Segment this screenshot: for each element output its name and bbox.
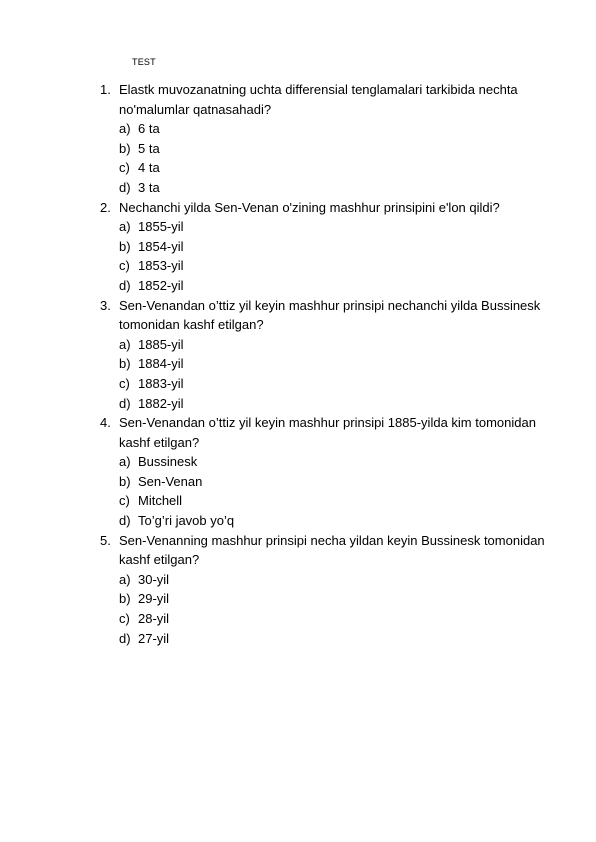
- option-text: 1853-yil: [138, 258, 184, 274]
- question-list: [100, 80, 560, 648]
- option-letter: c): [119, 611, 130, 627]
- option-letter: a): [119, 571, 131, 587]
- option-letter: c): [119, 160, 130, 176]
- option-text: 4 ta: [138, 160, 160, 176]
- option-text: 1855-yil: [138, 219, 184, 235]
- option-letter: d): [119, 277, 131, 293]
- option-text: To’g’ri javob yo’q: [138, 513, 235, 529]
- question-5: [100, 531, 560, 570]
- option-text: 1883-yil: [138, 375, 184, 391]
- answer-option: [100, 178, 560, 198]
- question-4: [100, 413, 560, 452]
- answer-option: [100, 589, 560, 609]
- option-text: 29-yil: [138, 591, 170, 607]
- question-text: Sen-Venandan o’ttiz yil keyin mashhur prinsipi nechanchi yilda Bussinesk tomonidan kashf etilgan?: [119, 297, 541, 333]
- option-letter: d): [119, 630, 131, 646]
- option-letter: a): [119, 121, 131, 137]
- answer-option: [100, 394, 560, 414]
- answer-option: [100, 158, 560, 178]
- question-3: [100, 296, 560, 335]
- option-text: Bussinesk: [138, 454, 198, 470]
- option-text: 5 ta: [138, 140, 160, 156]
- question-number: 5.: [100, 532, 111, 548]
- answer-option: [100, 256, 560, 276]
- answer-option: [100, 217, 560, 237]
- answer-option: [100, 237, 560, 257]
- option-letter: a): [119, 454, 131, 470]
- option-text: 1885-yil: [138, 336, 184, 352]
- option-text: Mitchell: [138, 493, 183, 509]
- option-text: 1884-yil: [138, 356, 184, 372]
- answer-option: [100, 491, 560, 511]
- option-letter: c): [119, 493, 130, 509]
- option-text: 28-yil: [138, 611, 170, 627]
- question-text: Elastk muvozanatning uchta differensial tenglamalari tarkibida nechta no'malumlar qatnasahadi?: [119, 82, 518, 117]
- question-number: 2.: [100, 199, 111, 215]
- question-number: 4.: [100, 415, 111, 431]
- question-text: Sen-Venanning mashhur prinsipi necha yildan keyin Bussinesk tomonidan kashf etilgan?: [119, 532, 545, 568]
- option-letter: b): [119, 473, 131, 489]
- option-text: 1882-yil: [138, 395, 184, 411]
- option-letter: d): [119, 395, 131, 411]
- answer-option: [100, 452, 560, 472]
- option-letter: a): [119, 336, 131, 352]
- option-letter: b): [119, 356, 131, 372]
- question-number: 3.: [100, 297, 111, 313]
- option-text: 3 ta: [138, 179, 160, 195]
- option-text: 1854-yil: [138, 238, 184, 254]
- option-letter: b): [119, 591, 131, 607]
- answer-option: [100, 511, 560, 531]
- answer-option: [100, 335, 560, 355]
- option-letter: c): [119, 258, 130, 274]
- option-letter: c): [119, 375, 130, 391]
- answer-option: [100, 276, 560, 296]
- option-text: 6 ta: [138, 121, 160, 137]
- answer-option: [100, 139, 560, 159]
- answer-option: [100, 374, 560, 394]
- question-text: Nechanchi yilda Sen-Venan o'zining mashhur prinsipini e'lon qildi?: [119, 199, 500, 215]
- answer-option: [100, 609, 560, 629]
- page-header: TEST: [132, 57, 156, 67]
- option-letter: b): [119, 140, 131, 156]
- option-letter: d): [119, 179, 131, 195]
- option-text: 27-yil: [138, 630, 170, 646]
- question-text: Sen-Venandan o’ttiz yil keyin mashhur prinsipi 1885-yilda kim tomonidan kashf etilgan?: [119, 415, 536, 450]
- answer-option: [100, 119, 560, 139]
- option-letter: d): [119, 513, 131, 529]
- answer-option: [100, 354, 560, 374]
- option-text: Sen-Venan: [138, 473, 203, 489]
- option-letter: a): [119, 219, 131, 235]
- option-text: 30-yil: [138, 571, 170, 587]
- question-number: 1.: [100, 82, 111, 97]
- answer-option: [100, 570, 560, 590]
- question-1: [100, 80, 560, 119]
- answer-option: [100, 629, 560, 649]
- option-letter: b): [119, 238, 131, 254]
- answer-option: [100, 472, 560, 492]
- option-text: 1852-yil: [138, 277, 184, 293]
- question-2: [100, 198, 560, 218]
